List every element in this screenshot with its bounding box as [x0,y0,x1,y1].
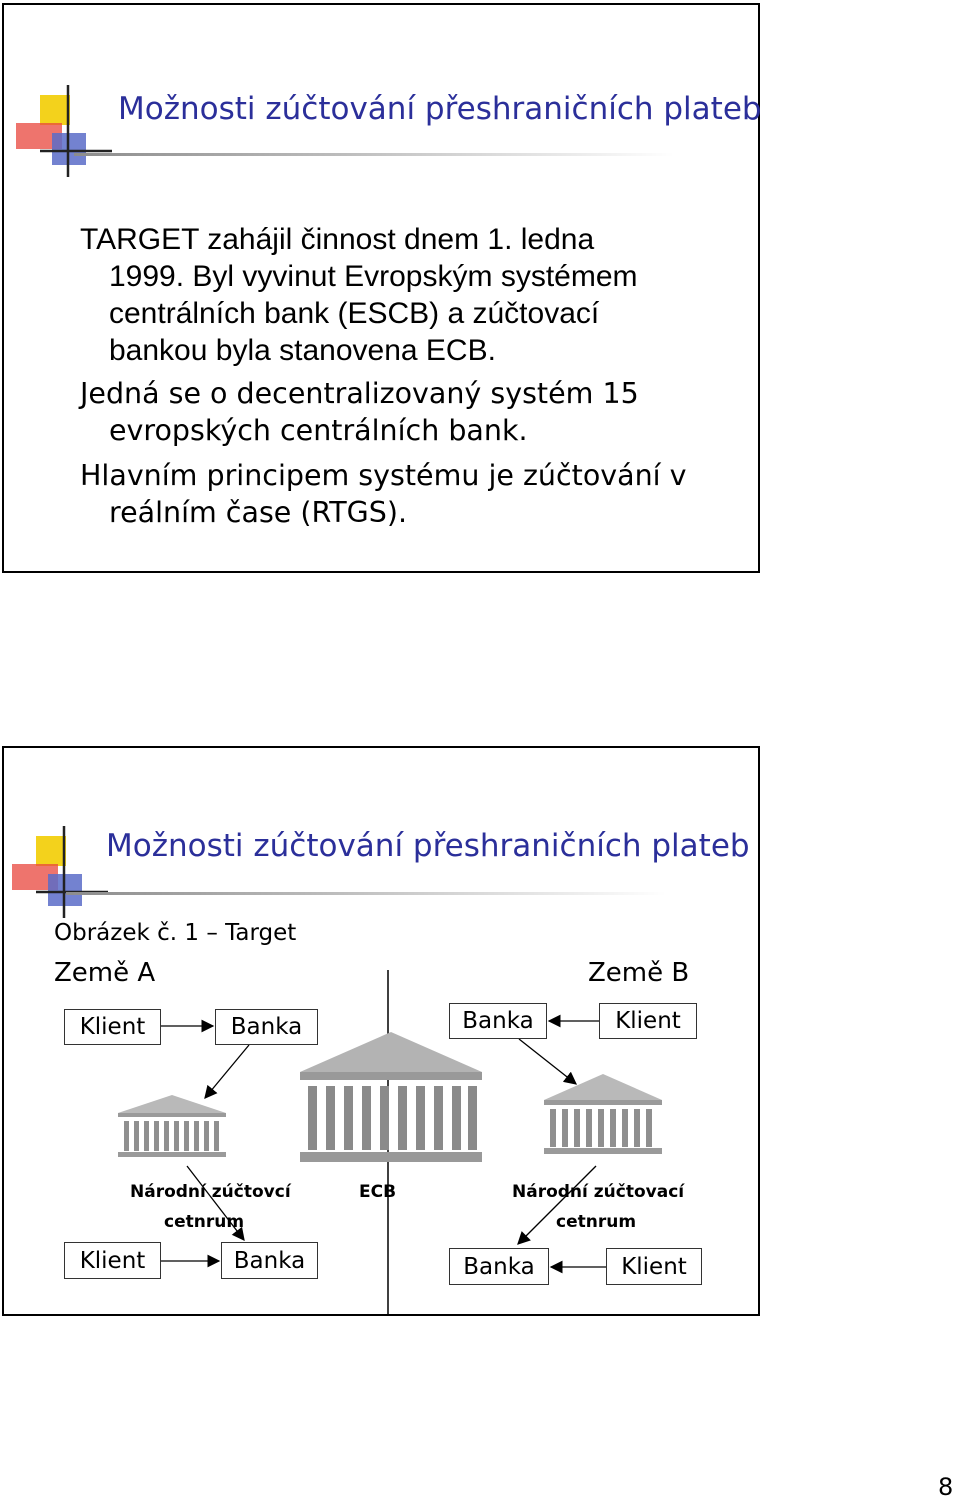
country-b-label: Země B [588,958,690,988]
slide-1 [2,3,760,573]
page-number: 8 [938,1473,954,1501]
text-line: evropských centrálních bank. [109,414,528,447]
central-bank-left-icon [114,1093,230,1159]
slide-logo-icon [12,85,122,180]
figure-caption: Obrázek č. 1 – Target [54,920,297,946]
client-box-bottom-right: Klient [606,1248,702,1285]
ncb-left-label-line1: Národní zúčtovcí [130,1182,291,1202]
country-a-label: Země A [54,958,156,988]
text-line: TARGET zahájil činnost dnem 1. ledna [80,223,595,256]
paragraph-target-intro [80,221,740,369]
slide-2 [2,746,760,1316]
text-line: Hlavním principem systému je zúčtování v [80,459,687,492]
bank-box-bottom-left: Banka [221,1242,318,1279]
bank-box-bottom-right: Banka [449,1248,549,1285]
slide-title: Možnosti zúčtování přeshraničních plateb [106,828,750,864]
text-line: 1999. Byl vyvinut Evropským systémem [109,260,638,293]
ecb-temple-icon [296,1030,486,1170]
ncb-left-label-line2: cetnrum [164,1212,245,1232]
client-box-top-right: Klient [599,1003,697,1039]
text-line: centrálních bank (ESCB) a zúčtovací [109,297,600,330]
central-bank-right-icon [540,1072,666,1156]
paragraph-decentralized [80,375,740,449]
ncb-right-label-line2: cetnrum [556,1212,637,1232]
ncb-right-label-line1: Národní zúčtovací [512,1182,685,1202]
paragraph-rtgs [80,457,740,531]
title-divider [74,153,674,156]
text-line: reálním čase (RTGS). [109,496,407,529]
text-line: Jedná se o decentralizovaný systém 15 [80,377,639,410]
ecb-label: ECB [359,1182,397,1202]
bank-box-top-left: Banka [215,1009,318,1045]
bank-box-top-right: Banka [449,1003,547,1039]
client-box-bottom-left: Klient [64,1242,161,1279]
text-line: bankou byla stanovena ECB. [109,334,496,367]
slide-title: Možnosti zúčtování přeshraničních plateb [118,91,762,127]
client-box-top-left: Klient [64,1009,161,1045]
